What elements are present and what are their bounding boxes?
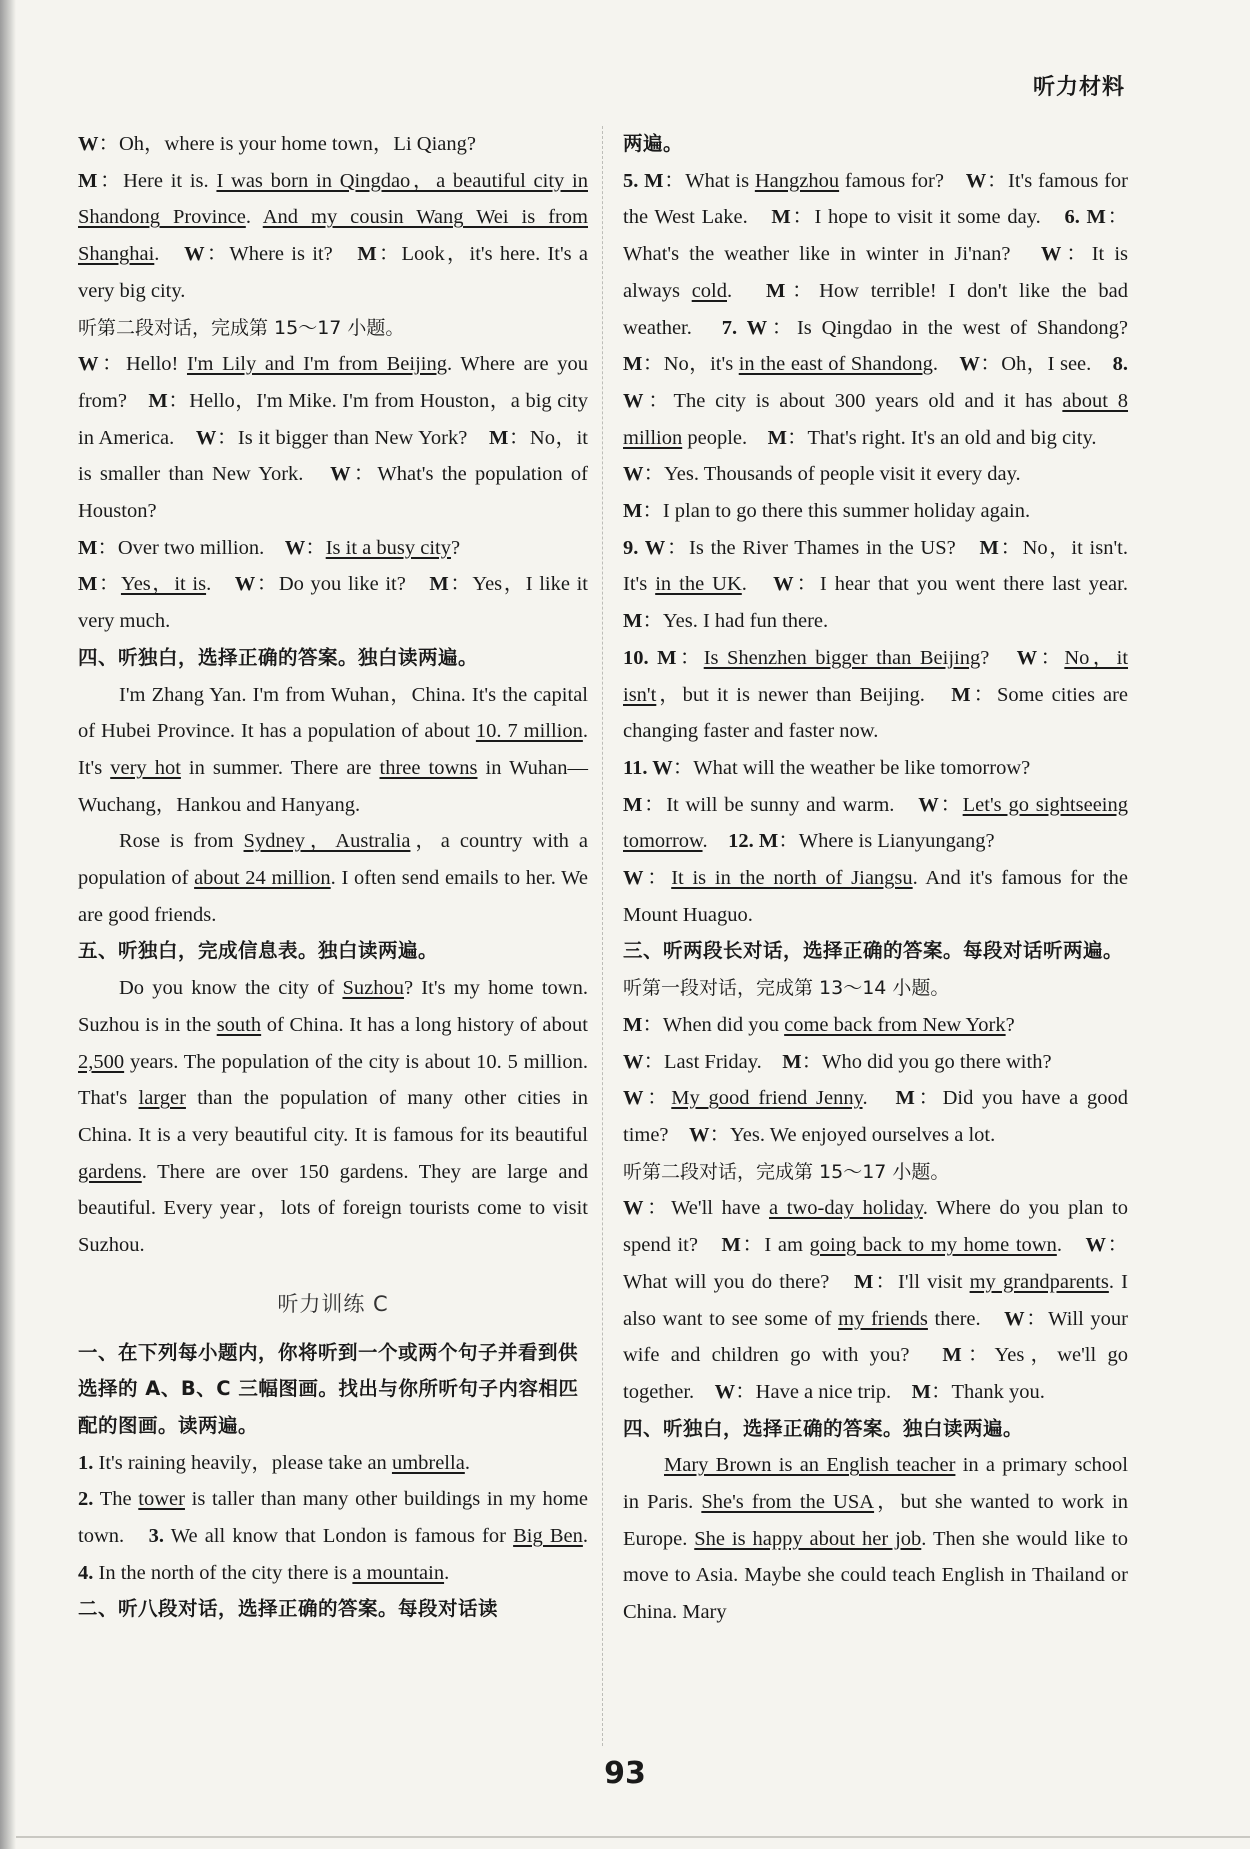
speaker-label: M	[911, 1380, 931, 1403]
answer-underline: Sydney，Australia	[243, 830, 411, 853]
text-run: ：Thank you.	[931, 1380, 1045, 1403]
page-number: 93	[604, 1756, 646, 1791]
section-heading: 五、听独白，完成信息表。独白读两遍。	[78, 939, 439, 963]
text-run: . Then she would like to move to Asia. Maybe she could teach English in Thailand or China. Mary	[623, 1527, 1129, 1624]
speaker-label: 4.	[78, 1561, 94, 1584]
dialogue-line	[623, 1190, 1128, 1410]
answer-underline: tower	[138, 1488, 185, 1511]
answer-underline: my friends	[838, 1307, 928, 1330]
text-run: ：No，it isn't. It's	[623, 536, 1128, 596]
text-run: .	[1056, 1234, 1086, 1257]
speaker-label: M	[148, 389, 168, 412]
text-run: in Wuhan—Wuchang，Hankou and Hanyang.	[78, 756, 589, 816]
answer-underline: come back from New York	[784, 1013, 1006, 1036]
speaker-label: W	[959, 353, 980, 376]
answer-underline: larger	[138, 1087, 186, 1110]
speaker-label: W	[623, 867, 644, 890]
text-run: ：Over two million.	[97, 536, 285, 559]
left-column	[78, 126, 609, 1628]
text-run: years. The population of the city is about 10. 5 million. That's	[78, 1050, 588, 1110]
text-run: ：Who did you go there with?	[801, 1050, 1052, 1073]
answer-underline: umbrella	[391, 1451, 465, 1474]
text-run: . I often send emails to her. We are good friends.	[78, 867, 588, 926]
dialogue-instruction: 听第一段对话，完成第 13～14 小题。	[623, 977, 950, 1000]
footer-rule	[16, 1836, 1250, 1838]
answer-underline: She is happy about her job	[694, 1527, 922, 1550]
speaker-label: 9. W	[623, 536, 666, 559]
text-run: ：Yes，I like it very much.	[78, 573, 588, 633]
section-heading: 一、在下列每小题内，你将听到一个或两个句子并看到供选择的 A、B、C 三幅图画。找出与你所听句子内容相匹配的图画。读两遍。	[78, 1340, 579, 1437]
speaker-label: M	[488, 426, 509, 449]
text-run: ，but it is newer than Beijing.	[656, 683, 952, 706]
text-run: ：Yes，we'll go together.	[623, 1344, 1128, 1403]
monologue-paragraph	[78, 677, 588, 824]
text-run: . And it's famous for the Mount Huaguo.	[623, 867, 1128, 926]
text-run: .	[206, 573, 235, 596]
training-title: 听力训练 C	[277, 1291, 389, 1316]
text-run: ：Yes. Thousands of people visit it every day.	[643, 463, 1021, 486]
text-run: ：Did you have a good time?	[623, 1087, 1129, 1146]
answer-underline: Hangzhou	[754, 169, 840, 192]
speaker-label: W	[195, 426, 217, 449]
speaker-label: M	[78, 169, 98, 192]
text-run: .	[582, 1525, 609, 1548]
monologue-paragraph	[78, 823, 588, 933]
answer-underline: about 24 million	[194, 867, 331, 890]
text-run: The	[93, 1488, 139, 1511]
answer-underline: I'm Lily and I'm from Beijing	[186, 353, 447, 376]
answer-underline: a mountain	[352, 1561, 445, 1584]
text-run: . Where do you plan to spend it?	[623, 1197, 1129, 1257]
answer-underline: Is Shenzhen bigger than Beijing	[703, 646, 981, 669]
speaker-label: 10. M	[623, 646, 677, 669]
speaker-label: M	[767, 426, 787, 449]
section-heading: 两遍。	[623, 132, 684, 155]
speaker-label: W	[623, 1087, 644, 1110]
text-run: ：Hello!	[98, 353, 187, 376]
dialogue-line	[78, 346, 588, 530]
dialogue-line	[78, 530, 588, 567]
speaker-label: W	[714, 1380, 736, 1403]
speaker-label: M	[782, 1050, 802, 1073]
text-run: of China. It has a long history of about	[261, 1013, 588, 1036]
speaker-label: W	[918, 793, 939, 816]
answer-underline: Big Ben	[513, 1525, 583, 1548]
answer-underline: It is in the north of Jiangsu	[671, 867, 913, 890]
text-run: ：I hope to visit it some day.	[790, 206, 1065, 229]
text-run: ：The city is about 300 years old and it has	[643, 389, 1063, 412]
answer-underline: Suzhou	[342, 977, 404, 1000]
speaker-label: M	[854, 1270, 874, 1293]
text-run: Rose is from	[119, 830, 244, 853]
dialogue-instruction: 听第二段对话，完成第 15～17 小题。	[78, 316, 405, 339]
speaker-label: M	[765, 279, 786, 302]
speaker-label: W	[1004, 1307, 1025, 1330]
speaker-label: M	[979, 536, 999, 559]
text-run: is taller than many other buildings in my home town.	[78, 1488, 588, 1548]
speaker-label: M	[78, 536, 98, 559]
speaker-label: 3.	[148, 1525, 165, 1548]
text-run: ：No，it's	[642, 353, 739, 376]
monologue-paragraph	[78, 970, 588, 1264]
monologue-paragraph	[623, 1447, 1128, 1631]
speaker-label: M	[623, 353, 643, 376]
speaker-label: W	[623, 463, 644, 486]
speaker-label: M	[78, 573, 98, 596]
text-run: . It's	[78, 720, 588, 779]
speaker-label: W	[1016, 646, 1038, 669]
text-run: ：	[305, 536, 326, 559]
text-run: . Where are you from?	[78, 353, 588, 412]
text-run: ，a country with a population of	[78, 830, 588, 890]
text-run: ：I'll visit	[873, 1270, 970, 1293]
text-run: .	[932, 353, 960, 376]
answer-underline: Mary Brown is an English teacher	[664, 1454, 956, 1477]
answer-underline: about 8 million	[623, 389, 1129, 449]
speaker-label: W	[234, 573, 256, 596]
answer-underline: in the east of Shandong	[738, 353, 933, 376]
answer-underline: cold	[691, 279, 727, 302]
answer-underline: a two-day holiday	[769, 1197, 923, 1220]
text-run: ：It will be sunny and warm.	[642, 793, 919, 816]
speaker-label: W	[773, 573, 794, 596]
text-run: ：Here it is.	[97, 169, 217, 192]
dialogue-line	[78, 126, 588, 163]
text-run: ：	[643, 1087, 672, 1110]
dialogue-line	[623, 456, 1128, 493]
speaker-label: M	[721, 1234, 741, 1257]
text-run: there.	[927, 1307, 1005, 1330]
text-run: ：What is	[663, 169, 755, 192]
text-run: ：	[676, 646, 704, 669]
text-run: ?	[1005, 1013, 1015, 1036]
answer-underline: And my cousin Wang Wei is from Shanghai	[78, 206, 588, 266]
book-spine-shadow	[0, 0, 16, 1849]
text-run: ：Yes. I had fun there.	[642, 610, 829, 633]
text-run: ：Do you like it?	[255, 573, 430, 596]
answer-underline: gardens	[78, 1160, 142, 1183]
dialogue-line	[78, 163, 588, 310]
text-run: .	[727, 279, 766, 302]
text-run: ：What will you do there?	[623, 1234, 1128, 1293]
text-run: ：Hello，I'm Mike. I'm from Houston，a big city in America.	[78, 389, 588, 449]
speaker-label: W	[78, 353, 99, 376]
answer-underline: going back to my home town	[809, 1234, 1057, 1257]
text-run: . There are over 150 gardens. They are large and beautiful. Every year，lots of foreign tourists come to visit Suzhou.	[78, 1160, 588, 1257]
dialogue-line	[623, 860, 1128, 933]
speaker-label: W	[689, 1123, 710, 1146]
answer-underline: 10. 7 million	[475, 720, 583, 743]
speaker-label: W	[1085, 1234, 1106, 1257]
dialogue-line	[623, 530, 1149, 640]
text-run: ：	[97, 573, 121, 596]
dialogue-line	[623, 640, 1128, 750]
dialogue-line	[623, 163, 1149, 457]
text-run: ：	[643, 867, 672, 890]
text-run: ：Is it bigger than New York?	[216, 426, 489, 449]
text-run: ：It's famous for the West Lake.	[623, 169, 1128, 229]
text-run: ：Look，it's here. It's a very big city.	[78, 243, 589, 302]
answer-underline: I was born in Qingdao，a beautiful city in Shandong Province	[78, 169, 588, 229]
speaker-label: M	[357, 243, 377, 266]
text-run: ：Is Qingdao in the west of Shandong?	[767, 316, 1149, 339]
answer-underline: three towns	[379, 756, 478, 779]
section-heading: 四、听独白，选择正确的答案。独白读两遍。	[78, 645, 479, 669]
speaker-label: 5. M	[623, 169, 664, 192]
dialogue-line	[623, 1080, 1128, 1153]
speaker-label: 8. W	[623, 353, 1129, 412]
speaker-label: W	[330, 463, 351, 486]
text-run: It's raining heavily，please take an	[93, 1451, 392, 1474]
text-run: ：Where is it?	[204, 243, 358, 266]
answer-underline: 2,500	[78, 1050, 125, 1073]
text-run: .	[245, 206, 263, 229]
text-run: in summer. There are	[180, 756, 380, 779]
speaker-label: M	[623, 793, 643, 816]
dialogue-line	[78, 1445, 588, 1482]
speaker-label: 11. W	[623, 756, 673, 779]
speaker-label: W	[965, 169, 987, 192]
speaker-label: W	[1040, 243, 1062, 266]
text-run: Do you know the city of	[119, 977, 343, 1000]
text-run: In the north of the city there is	[93, 1561, 353, 1584]
text-run: ?	[980, 646, 1017, 669]
speaker-label: 7. W	[721, 316, 768, 339]
text-run: ?	[450, 536, 461, 559]
text-run: ：What's the weather like in winter in Ji'nan?	[623, 206, 1129, 266]
text-run: ：Have a nice trip.	[735, 1380, 912, 1403]
section-heading: 三、听两段长对话，选择正确的答案。每段对话听两遍。	[623, 939, 1124, 963]
text-run: ：	[938, 793, 963, 816]
speaker-label: W	[623, 1197, 644, 1220]
text-run: ，but she wanted to work in Europe.	[623, 1491, 1128, 1550]
text-run: in a primary school in Paris.	[623, 1454, 1128, 1514]
answer-underline: My good friend Jenny	[671, 1087, 863, 1110]
column-divider	[602, 126, 603, 1746]
speaker-label: M	[429, 573, 449, 596]
text-run: ：Oh，I see.	[979, 353, 1113, 376]
text-run: than the population of many other cities in China. It is a very beautiful city. It is famous for its beautiful	[78, 1087, 588, 1146]
answer-underline: in the UK	[655, 573, 742, 596]
text-run: .	[702, 830, 729, 853]
text-run: ：No，it is smaller than New York.	[78, 426, 588, 486]
text-run: famous for?	[839, 169, 966, 192]
section-heading: 四、听独白，选择正确的答案。独白读两遍。	[623, 1416, 1024, 1440]
dialogue-line	[623, 787, 1128, 860]
text-run: ：It is always	[623, 243, 1128, 302]
speaker-label: M	[895, 1087, 915, 1110]
text-run: ：Yes. We enjoyed ourselves a lot.	[709, 1123, 996, 1146]
text-run: ：When did you	[642, 1013, 785, 1036]
text-run: ：That's right. It's an old and big city.	[787, 426, 1097, 449]
speaker-label: 12. M	[728, 830, 779, 853]
text-run: people.	[682, 426, 768, 449]
text-run: ：We'll have	[643, 1197, 770, 1220]
page-header-title: 听力材料	[1032, 75, 1125, 100]
speaker-label: M	[623, 610, 643, 633]
speaker-label: M	[951, 683, 971, 706]
answer-underline: Yes，it is	[120, 573, 207, 596]
text-run: ：Is the River Thames in the US?	[665, 536, 980, 559]
speaker-label: W	[623, 1050, 644, 1073]
answer-underline: very hot	[110, 756, 181, 779]
dialogue-line	[623, 1007, 1128, 1044]
text-run: .	[741, 573, 774, 596]
dialogue-line	[78, 1481, 609, 1591]
text-run: ：Some cities are changing faster and faster now.	[623, 683, 1129, 743]
speaker-label: M	[623, 500, 643, 523]
dialogue-line	[623, 493, 1128, 530]
dialogue-instruction: 听第二段对话，完成第 15～17 小题。	[623, 1160, 950, 1183]
right-column	[623, 126, 1149, 1631]
text-run: ：	[1037, 646, 1065, 669]
text-run: ：I hear that you went there last year.	[793, 573, 1149, 596]
text-run: ：I plan to go there this summer holiday again.	[642, 500, 1031, 523]
text-run: ：How terrible! I don't like the bad weather.	[623, 279, 1128, 339]
dialogue-line	[78, 566, 588, 639]
text-run: ：Will your wife and children go with you?	[623, 1307, 1128, 1367]
speaker-label: 6. M	[1064, 206, 1106, 229]
section-heading: 二、听八段对话，选择正确的答案。每段对话读	[78, 1597, 499, 1621]
answer-underline: Let's go sightseeing tomorrow	[623, 793, 1129, 853]
answer-underline: Is it a busy city	[325, 536, 451, 559]
text-run: I'm Zhang Yan. I'm from Wuhan，China. It's the capital of Hubei Province. It has a population of about	[78, 683, 588, 743]
dialogue-line	[623, 1044, 1128, 1081]
text-run: ：Oh，where is your home town，Li Qiang?	[98, 133, 476, 155]
speaker-label: M	[942, 1344, 962, 1367]
text-run: ? It's my home town. Suzhou is in the	[78, 977, 588, 1036]
speaker-label: W	[184, 243, 205, 266]
text-run: .	[154, 243, 185, 266]
text-run: . I also want to see some of	[623, 1270, 1128, 1330]
speaker-label: M	[623, 1013, 643, 1036]
text-run: ：Where is Lianyungang?	[778, 830, 995, 853]
speaker-label: 2.	[78, 1488, 94, 1511]
answer-underline: No，it isn't	[623, 646, 1129, 706]
speaker-label: W	[284, 536, 306, 559]
text-run: ：Last Friday.	[643, 1050, 783, 1073]
speaker-label: 1.	[78, 1451, 94, 1474]
dialogue-line	[623, 750, 1128, 787]
text-run: ：What will the weather be like tomorrow?	[672, 756, 1031, 779]
text-run: .	[464, 1451, 470, 1474]
speaker-label: M	[771, 206, 791, 229]
text-run: .	[444, 1561, 450, 1584]
text-run: ：I am	[740, 1234, 810, 1257]
text-run: ：What's the population of Houston?	[78, 463, 589, 523]
answer-underline: south	[216, 1013, 262, 1036]
answer-underline: my grandparents	[969, 1270, 1109, 1293]
speaker-label: W	[78, 133, 99, 155]
text-run: We all know that London is famous for	[164, 1525, 514, 1548]
answer-underline: She's from the USA	[701, 1491, 875, 1514]
text-run: .	[862, 1087, 896, 1110]
